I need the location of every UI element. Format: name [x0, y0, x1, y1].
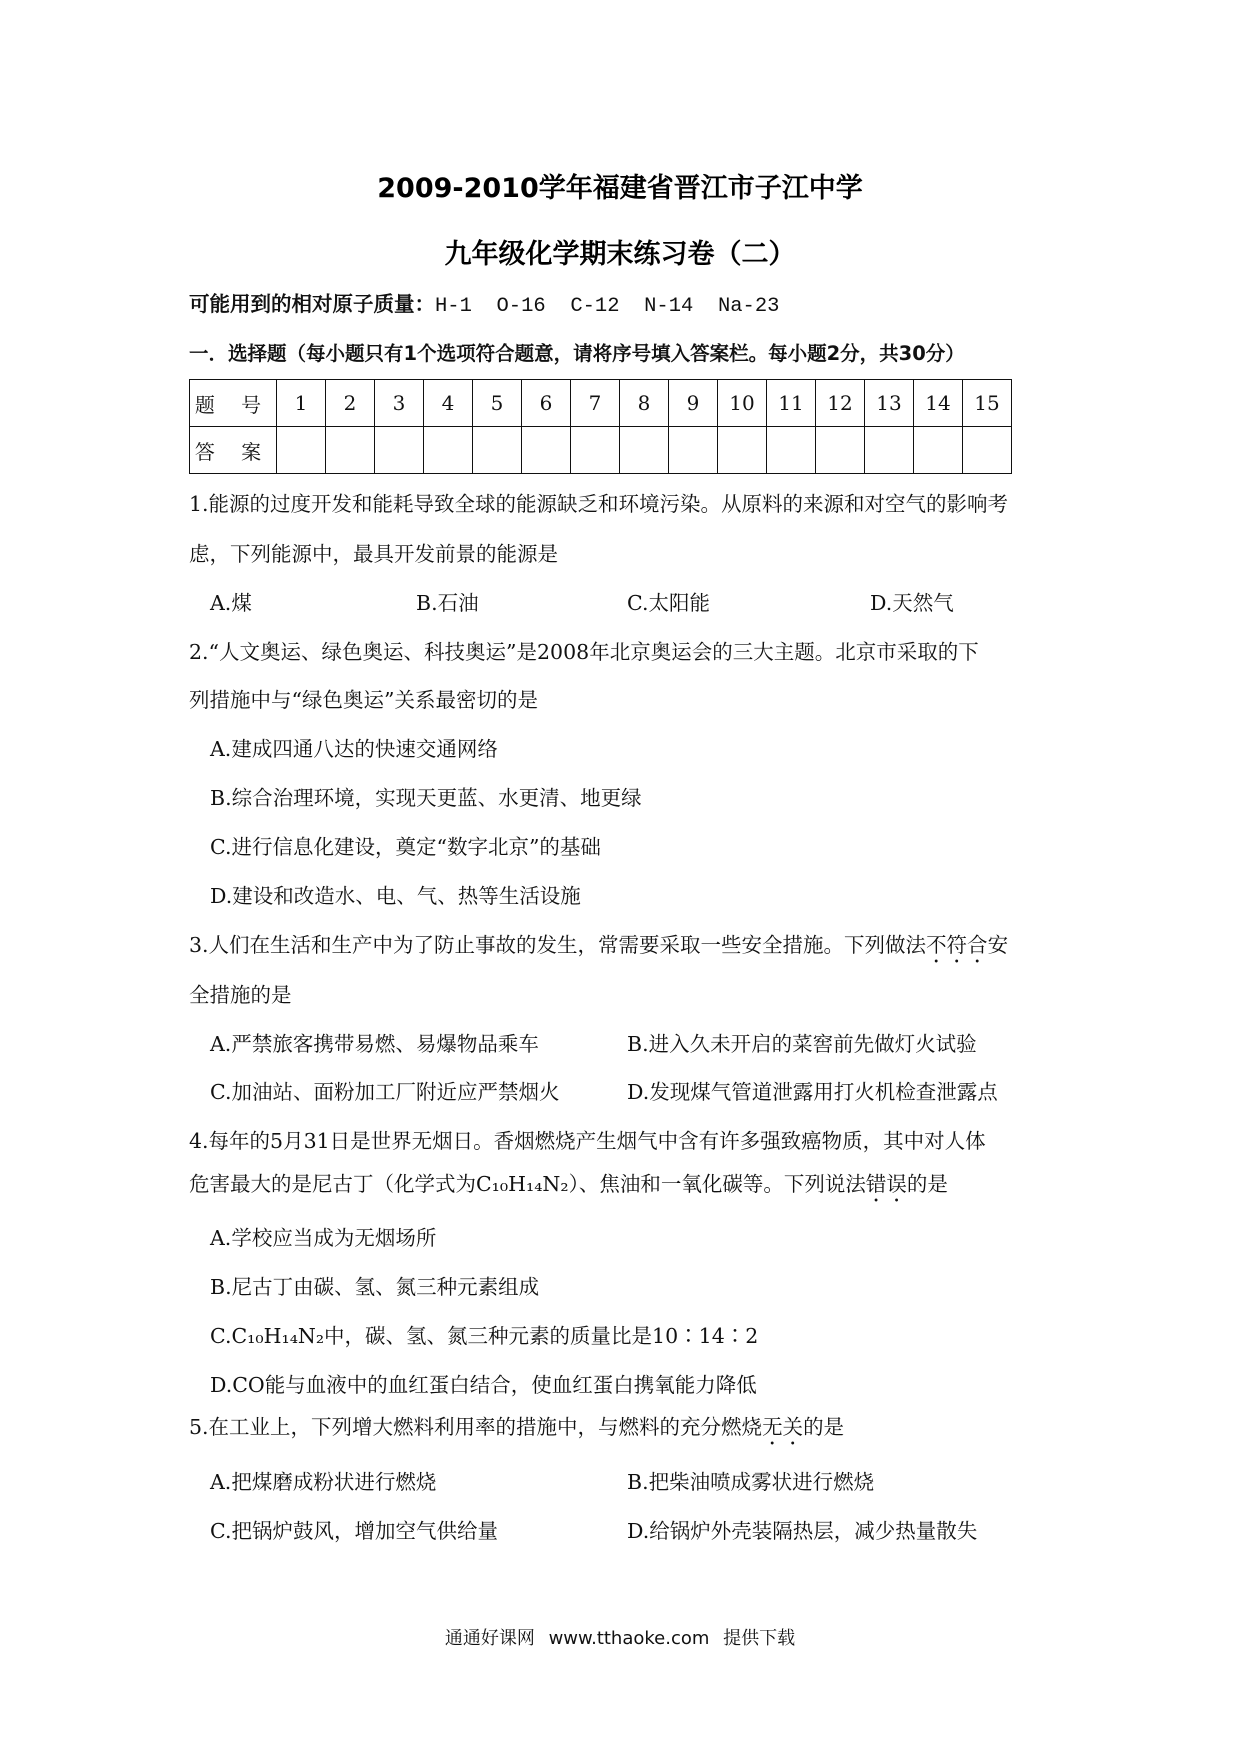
question-4-line2-tail: 的是	[906, 1172, 948, 1196]
answer-number: 2	[326, 380, 375, 427]
question-3-option-d[interactable]: D.发现煤气管道泄露用打火机检查泄露点	[627, 1080, 998, 1104]
exam-title-line1: 2009-2010学年福建省晋江市子江中学	[377, 173, 863, 204]
question-3-line1	[189, 931, 1008, 968]
question-2-option-a[interactable]: A.建成四通八达的快速交通网络	[210, 737, 498, 761]
answer-table-answer-row	[190, 427, 1012, 474]
answer-number: 3	[375, 380, 424, 427]
answer-table-number-row	[190, 380, 1012, 427]
question-3-emphasis: 不符合	[926, 933, 988, 957]
question-5-option-d[interactable]: D.给锅炉外壳装隔热层，减少热量散失	[627, 1519, 978, 1543]
question-3-option-c[interactable]: C.加油站、面粉加工厂附近应严禁烟火	[210, 1080, 560, 1104]
answer-table-row2-header: 答 案	[190, 427, 277, 474]
question-5-line1-tail: 的是	[803, 1415, 845, 1439]
question-2-option-b[interactable]: B.综合治理环境，实现天更蓝、水更清、地更绿	[210, 786, 642, 810]
answer-cell[interactable]	[914, 427, 963, 474]
answer-number: 13	[865, 380, 914, 427]
answer-cell[interactable]	[669, 427, 718, 474]
question-5-line1	[189, 1413, 844, 1450]
question-3-option-a[interactable]: A.严禁旅客携带易燃、易爆物品乘车	[210, 1032, 539, 1056]
answer-number: 7	[571, 380, 620, 427]
atomic-mass-label: 可能用到的相对原子质量：	[189, 292, 435, 316]
footer-suffix: 提供下载	[723, 1628, 796, 1649]
answer-cell[interactable]	[963, 427, 1012, 474]
answer-number: 8	[620, 380, 669, 427]
question-1-option-b[interactable]: B.石油	[416, 591, 479, 615]
question-3-line1-text: 3.人们在生活和生产中为了防止事故的发生，常需要采取一些安全措施。下列做法	[189, 933, 927, 957]
atomic-mass-values: H-1 O-16 C-12 N-14 Na-23	[435, 295, 780, 318]
answer-cell[interactable]	[718, 427, 767, 474]
answer-table-row1-header: 题 号	[190, 380, 277, 427]
answer-number: 14	[914, 380, 963, 427]
question-3-option-b[interactable]: B.进入久未开启的菜窖前先做灯火试验	[627, 1032, 977, 1056]
question-5-option-a[interactable]: A.把煤磨成粉状进行燃烧	[210, 1470, 437, 1494]
question-5-option-b[interactable]: B.把柴油喷成雾状进行燃烧	[627, 1470, 875, 1494]
question-5-line1-text: 5.在工业上，下列增大燃料利用率的措施中，与燃料的充分燃烧	[189, 1415, 763, 1439]
answer-cell[interactable]	[522, 427, 571, 474]
question-4-line2-text: 危害最大的是尼古丁（化学式为C₁₀H₁₄N₂）、焦油和一氧化碳等。下列说法	[189, 1172, 866, 1196]
answer-number: 5	[473, 380, 522, 427]
question-2-line1: 2.“人文奥运、绿色奥运、科技奥运”是2008年北京奥运会的三大主题。北京市采取的下	[189, 640, 979, 664]
question-3-line2: 全措施的是	[189, 983, 292, 1007]
answer-number: 15	[963, 380, 1012, 427]
answer-cell[interactable]	[375, 427, 424, 474]
answer-number: 4	[424, 380, 473, 427]
question-5-option-c[interactable]: C.把锅炉鼓风，增加空气供给量	[210, 1519, 498, 1543]
question-2-option-c[interactable]: C.进行信息化建设，奠定“数字北京”的基础	[210, 835, 601, 859]
answer-number: 11	[767, 380, 816, 427]
answer-cell[interactable]	[865, 427, 914, 474]
question-4-option-b[interactable]: B.尼古丁由碳、氢、氮三种元素组成	[210, 1275, 540, 1299]
section1-heading: 一．选择题（每小题只有1个选项符合题意，请将序号填入答案栏。每小题2分，共30分）	[189, 342, 965, 365]
answer-cell[interactable]	[620, 427, 669, 474]
question-4-line2	[189, 1170, 948, 1207]
answer-cell[interactable]	[767, 427, 816, 474]
answer-number: 10	[718, 380, 767, 427]
answer-number: 1	[277, 380, 326, 427]
answer-cell[interactable]	[277, 427, 326, 474]
answer-cell[interactable]	[816, 427, 865, 474]
answer-number: 6	[522, 380, 571, 427]
answer-table	[189, 379, 1012, 474]
question-4-option-a[interactable]: A.学校应当成为无烟场所	[210, 1226, 437, 1250]
question-4-option-d[interactable]: D.CO能与血液中的血红蛋白结合，使血红蛋白携氧能力降低	[210, 1373, 757, 1397]
answer-cell[interactable]	[326, 427, 375, 474]
question-1-option-d[interactable]: D.天然气	[870, 591, 954, 615]
footer-url-link[interactable]: www.tthaoke.com	[548, 1628, 710, 1649]
question-4-line1: 4.每年的5月31日是世界无烟日。香烟燃烧产生烟气中含有许多强致癌物质，其中对人体	[189, 1129, 986, 1153]
question-2-option-d[interactable]: D.建设和改造水、电、气、热等生活设施	[210, 884, 581, 908]
answer-cell[interactable]	[571, 427, 620, 474]
question-4-option-c[interactable]: C.C₁₀H₁₄N₂中，碳、氢、氮三种元素的质量比是10∶14∶2	[210, 1324, 759, 1348]
answer-number: 9	[669, 380, 718, 427]
question-2-line2: 列措施中与“绿色奥运”关系最密切的是	[189, 688, 538, 712]
question-3-line1-tail: 安	[987, 933, 1009, 957]
question-1-line1: 1.能源的过度开发和能耗导致全球的能源缺乏和环境污染。从原料的来源和对空气的影响考	[189, 492, 1009, 516]
answer-cell[interactable]	[473, 427, 522, 474]
footer-site-name: 通通好课网	[444, 1628, 535, 1649]
page-footer	[0, 1624, 1240, 1650]
question-1-line2: 虑，下列能源中，最具开发前景的能源是	[189, 542, 558, 566]
exam-title-line2: 九年级化学期末练习卷（二）	[444, 239, 796, 270]
question-4-emphasis: 错误	[865, 1172, 907, 1196]
answer-number: 12	[816, 380, 865, 427]
question-5-emphasis: 无关	[762, 1415, 804, 1439]
answer-cell[interactable]	[424, 427, 473, 474]
question-1-option-c[interactable]: C.太阳能	[627, 591, 710, 615]
atomic-mass-line	[189, 290, 779, 321]
question-1-option-a[interactable]: A.煤	[210, 591, 252, 615]
